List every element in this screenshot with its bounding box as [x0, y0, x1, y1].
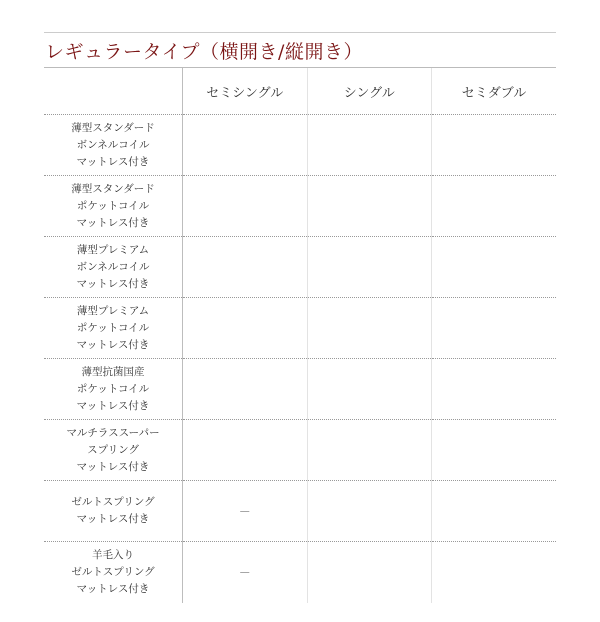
row-label-line: ゼルトスプリング	[71, 565, 155, 578]
row-label	[44, 237, 183, 298]
page-title: レギュラータイプ（横開き/縦開き）	[45, 40, 363, 63]
table-cell	[432, 542, 557, 603]
row-label	[44, 420, 183, 481]
row-label-line: マットレス付き	[76, 338, 150, 351]
table-body	[44, 115, 556, 603]
row-label	[44, 542, 183, 603]
corner-cell	[44, 68, 183, 115]
table-cell	[307, 237, 431, 298]
row-label	[44, 176, 183, 237]
row-label	[44, 481, 183, 542]
table-cell	[432, 359, 557, 420]
table-cell	[307, 420, 431, 481]
row-label-line: ボンネルコイル	[76, 138, 150, 151]
table-cell	[432, 298, 557, 359]
row-label-line: マットレス付き	[76, 155, 150, 168]
table-cell	[432, 481, 557, 542]
row-label-line: ポケットコイル	[76, 321, 150, 334]
table-cell: －	[183, 542, 307, 603]
table-cell: －	[183, 481, 307, 542]
row-label	[44, 298, 183, 359]
row-label-line: 薄型プレミアム	[76, 243, 150, 256]
table-cell	[183, 176, 307, 237]
table-cell	[183, 115, 307, 176]
row-label-line: 薄型抗菌国産	[81, 365, 145, 378]
table-cell	[307, 481, 431, 542]
table-row	[44, 542, 556, 603]
title-bar	[44, 32, 556, 68]
row-label-line: マットレス付き	[76, 582, 150, 595]
table-cell	[307, 359, 431, 420]
row-label	[44, 359, 183, 420]
table-cell	[183, 298, 307, 359]
size-table-section	[44, 32, 556, 603]
table-cell	[307, 542, 431, 603]
row-label-line: マットレス付き	[76, 513, 150, 525]
row-label-line: ボンネルコイル	[76, 260, 150, 273]
table-cell	[432, 176, 557, 237]
table-cell	[307, 115, 431, 176]
table-cell	[307, 176, 431, 237]
row-label-line: マットレス付き	[76, 460, 150, 473]
row-label-line: スプリング	[87, 443, 139, 456]
row-label-line: マルチラススーパー	[66, 426, 160, 439]
row-label-line: ゼルトスプリング	[71, 496, 155, 508]
row-label	[44, 115, 183, 176]
row-label-line: マットレス付き	[76, 399, 150, 412]
table-cell	[183, 359, 307, 420]
table-row	[44, 481, 556, 542]
table-row	[44, 176, 556, 237]
table-row	[44, 298, 556, 359]
table-cell	[307, 298, 431, 359]
row-label-line: 薄型スタンダード	[71, 182, 155, 195]
row-label-line: 薄型スタンダード	[71, 121, 155, 134]
row-label-line: ポケットコイル	[76, 199, 150, 212]
size-availability-table	[44, 68, 556, 603]
row-label-line: マットレス付き	[76, 216, 150, 229]
column-header-single: シングル	[307, 68, 431, 115]
table-row	[44, 115, 556, 176]
column-header-semi-double: セミダブル	[432, 68, 557, 115]
table-cell	[183, 420, 307, 481]
table-cell	[432, 237, 557, 298]
header-row	[44, 68, 556, 115]
table-row	[44, 359, 556, 420]
table-cell	[432, 420, 557, 481]
row-label-line: 羊毛入り	[92, 548, 135, 561]
table-cell	[183, 237, 307, 298]
column-header-semi-single: セミシングル	[183, 68, 307, 115]
table-cell	[432, 115, 557, 176]
row-label-line: マットレス付き	[76, 277, 150, 290]
table-row	[44, 420, 556, 481]
table-row	[44, 237, 556, 298]
row-label-line: ポケットコイル	[76, 382, 150, 395]
row-label-line: 薄型プレミアム	[76, 304, 150, 317]
